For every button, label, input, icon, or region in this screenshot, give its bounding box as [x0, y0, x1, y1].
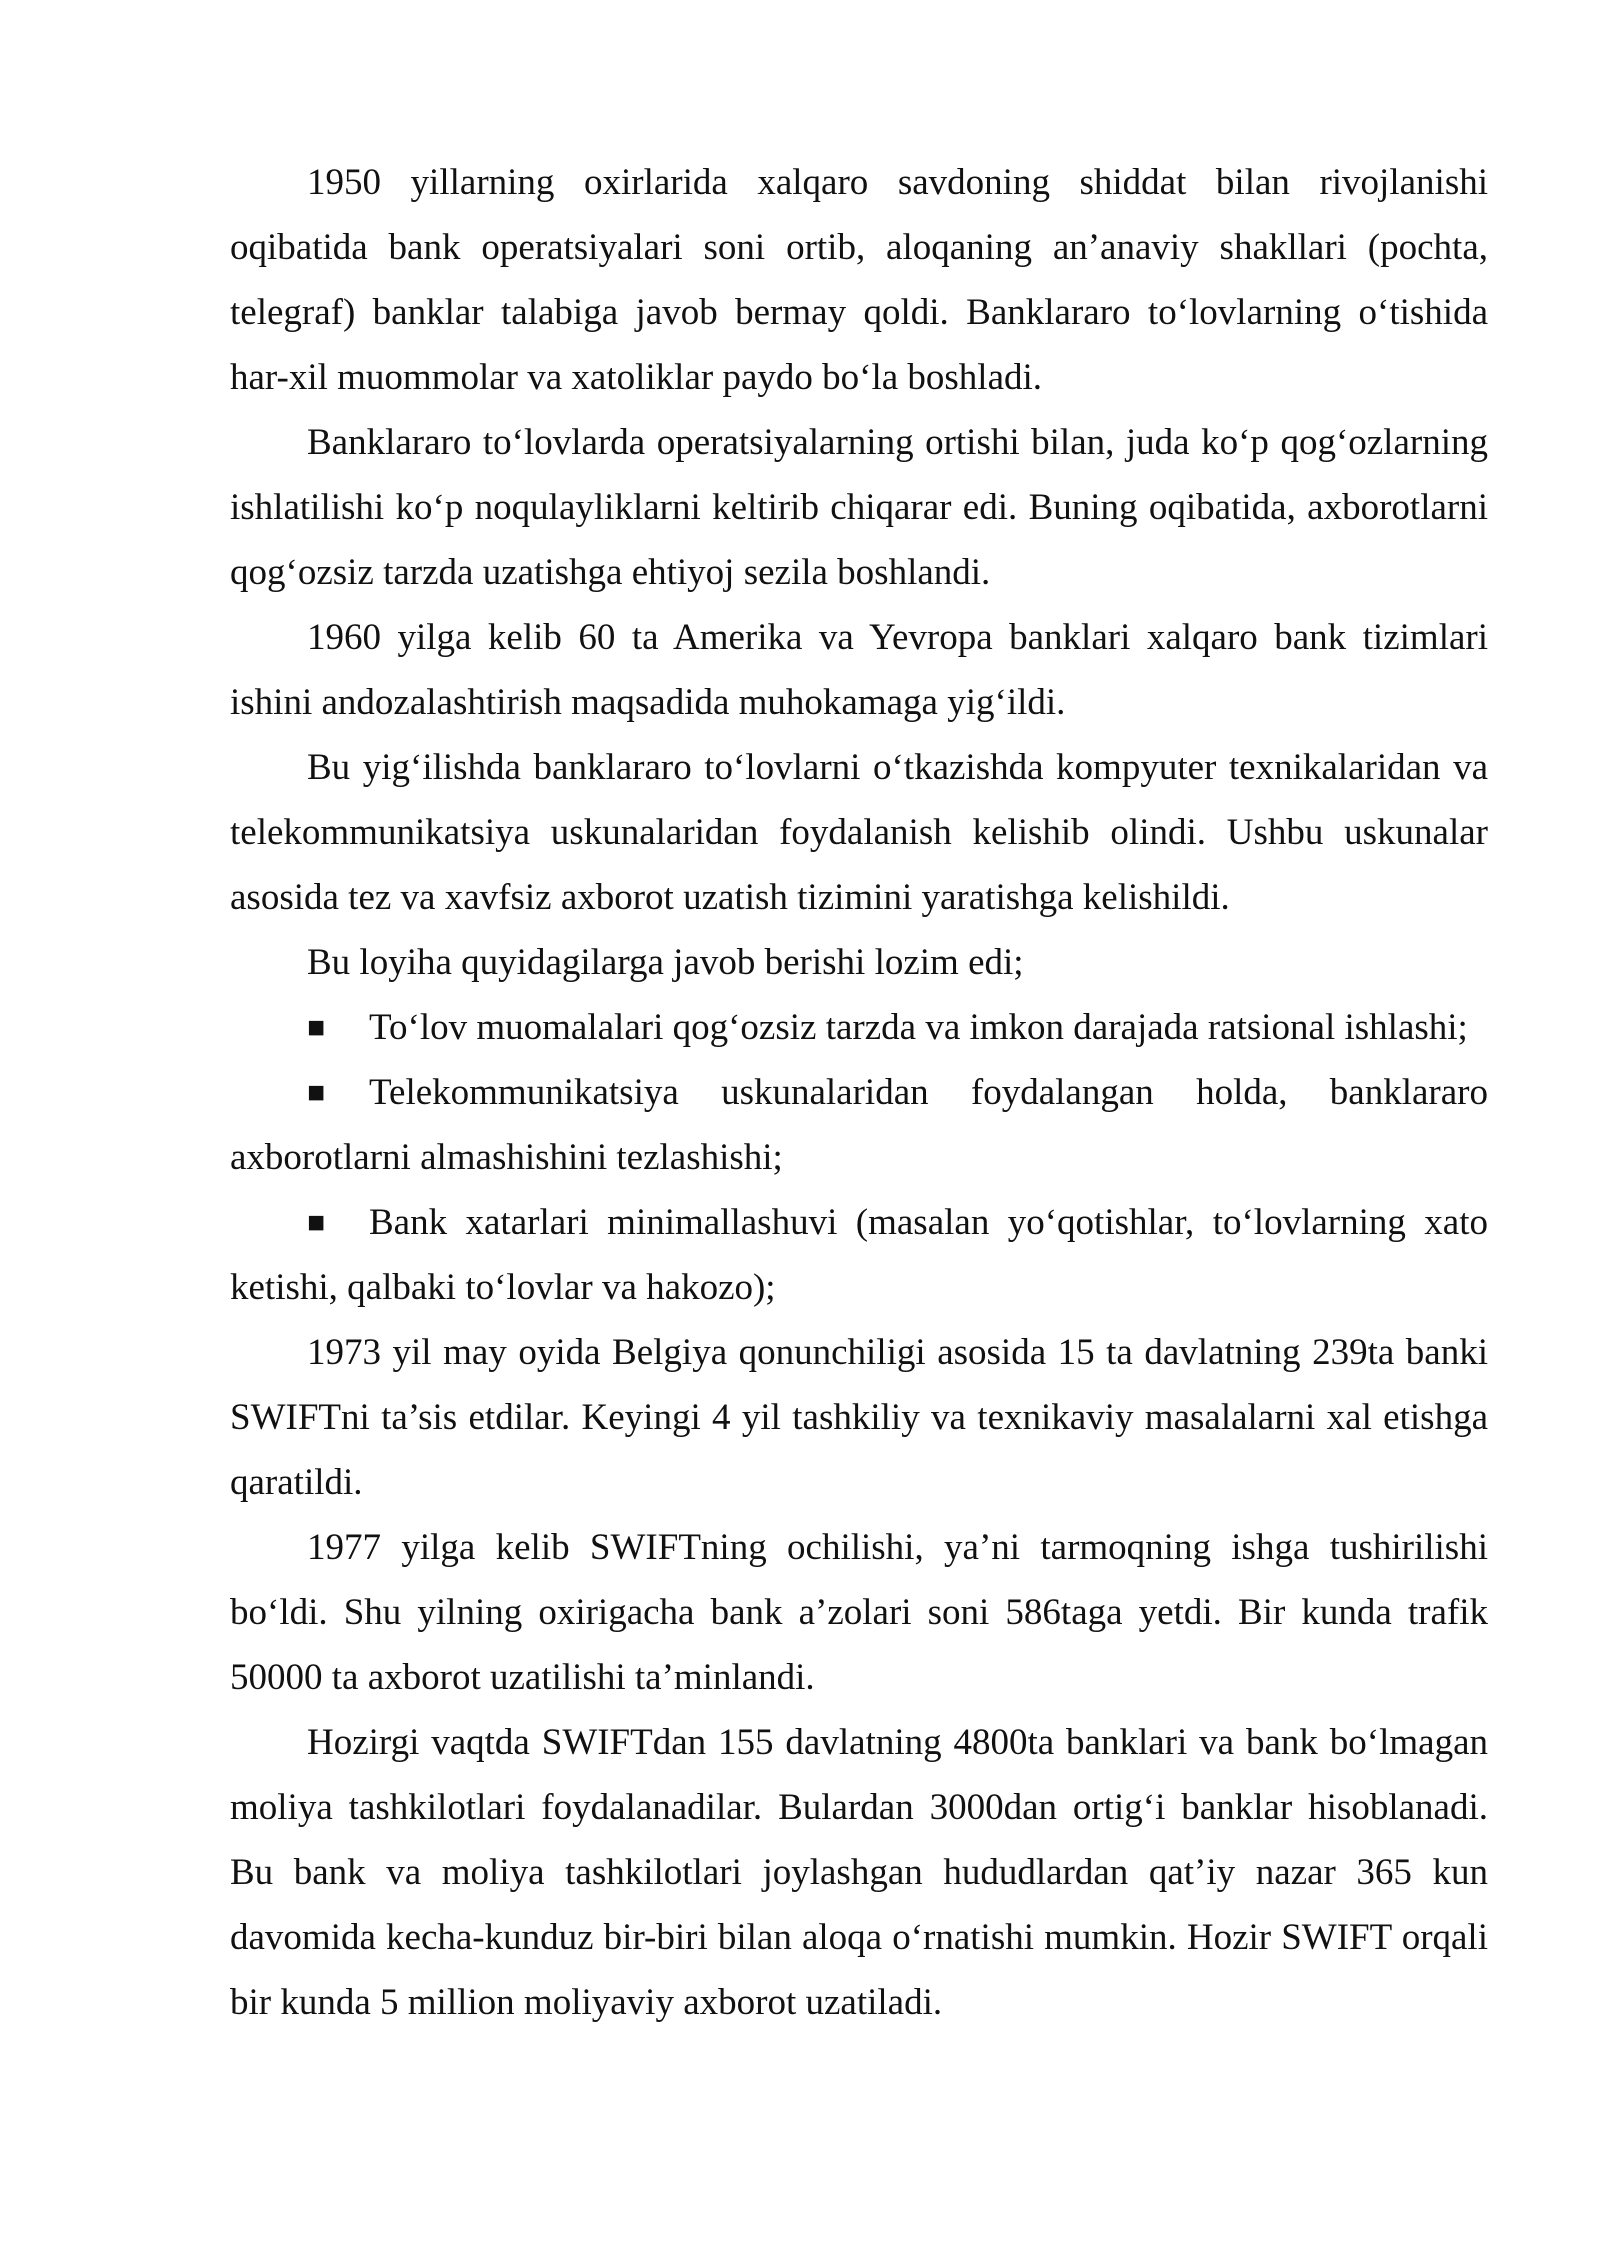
bullet-item — [230, 1060, 1488, 1190]
paragraph: Hozirgi vaqtda SWIFTdan 155 davlatning 4800ta banklari va bank bo‘lmagan moliya tashkilotlari foydalanadilar. Bulardan 3000dan ortig‘i banklar hisoblanadi. Bu bank va moliya tashkilotlari joylashgan hududlardan qat’iy nazar 365 kun davomida kecha-kunduz bir-biri bilan aloqa o‘rnatishi mumkin. Hozir SWIFT orqali bir kunda 5 million moliyaviy axborot uzatiladi. — [230, 1722, 1488, 2023]
bullet-text: Telekommunikatsiya uskunalaridan foydalangan holda, banklararo axborotlarni almashishini tezlashishi; — [230, 1072, 1488, 1178]
paragraph: Bu yig‘ilishda banklararo to‘lovlarni o‘tkazishda kompyuter texnikalaridan va telekommunikatsiya uskunalaridan foydalanish kelishib olindi. Ushbu uskunalar asosida tez va xavfsiz axborot uzatish tizimini yaratishga kelishildi. — [230, 747, 1488, 918]
paragraph: 1950 yillarning oxirlarida xalqaro savdoning shiddat bilan rivojlanishi oqibatida bank operatsiyalari soni ortib, aloqaning an’anaviy shakllari (pochta, telegraf) banklar talabiga javob bermay qoldi. Banklararo to‘lovlarning o‘tishida har-xil muommolar va xatoliklar paydo bo‘la boshladi. — [230, 162, 1488, 398]
paragraph: 1977 yilga kelib SWIFTning ochilishi, ya’ni tarmoqning ishga tushirilishi bo‘ldi. Shu yilning oxirigacha bank a’zolari soni 586taga yetdi. Bir kunda trafik 50000 ta axborot uzatilishi ta’minlandi. — [230, 1527, 1488, 1698]
square-bullet-icon: ■ — [307, 1206, 326, 1239]
square-bullet-icon: ■ — [307, 1011, 326, 1044]
bullet-text: Bank xatarlari minimallashuvi (masalan yo‘qotishlar, to‘lovlarning xato ketishi, qalbaki to‘lovlar va hakozo); — [230, 1202, 1488, 1308]
paragraph: Bu loyiha quyidagilarga javob berishi lozim edi; — [307, 942, 1024, 983]
bullet-item — [230, 1190, 1488, 1320]
document-page — [230, 150, 1488, 2035]
square-bullet-icon: ■ — [307, 1076, 326, 1109]
paragraph: 1960 yilga kelib 60 ta Amerika va Yevropa banklari xalqaro bank tizimlari ishini andozalashtirish maqsadida muhokamaga yig‘ildi. — [230, 617, 1488, 723]
paragraph: Banklararo to‘lovlarda operatsiyalarning ortishi bilan, juda ko‘p qog‘ozlarning ishlatilishi ko‘p noqulayliklarni keltirib chiqarar edi. Buning oqibatida, axborotlarni qog‘ozsiz tarzda uzatishga ehtiyoj sezila boshlandi. — [230, 422, 1488, 593]
bullet-text: To‘lov muomalalari qog‘ozsiz tarzda va imkon darajada ratsional ishlashi; — [369, 1007, 1468, 1048]
bullet-item — [230, 995, 1488, 1060]
paragraph: 1973 yil may oyida Belgiya qonunchiligi asosida 15 ta davlatning 239ta banki SWIFTni ta’sis etdilar. Keyingi 4 yil tashkiliy va texnikaviy masalalarni xal etishga qaratildi. — [230, 1332, 1488, 1503]
